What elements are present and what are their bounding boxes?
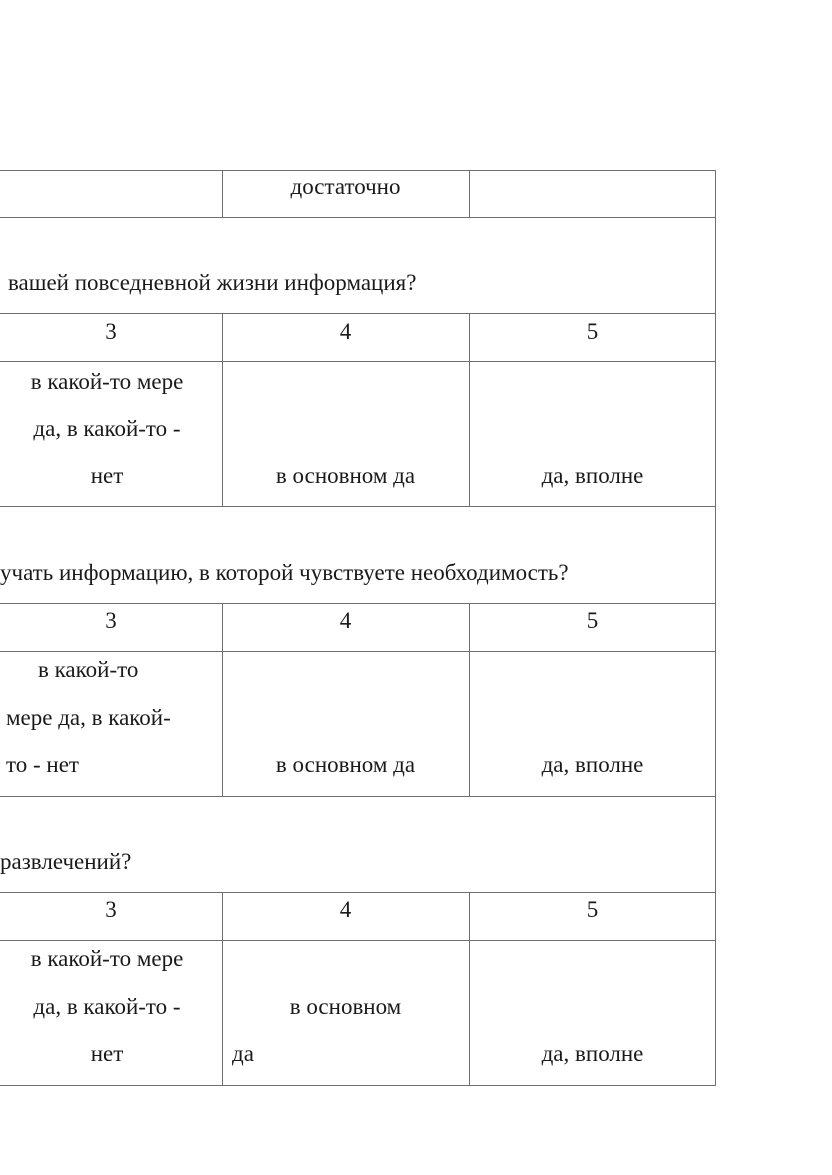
- answer-cell: да, вполне: [541, 1041, 644, 1066]
- answer-cell: в основном да: [275, 463, 416, 488]
- table-rule: [469, 170, 470, 218]
- scale-value: 5: [586, 897, 599, 922]
- answer-cell: да, вполне: [541, 463, 644, 488]
- question-text: вашей повседневной жизни информация?: [8, 270, 417, 295]
- answer-line: нет: [90, 463, 124, 488]
- scale-value: 4: [339, 897, 352, 922]
- scale-value: 3: [105, 608, 117, 633]
- table-cell: достаточно: [290, 174, 401, 199]
- answer-cell: да, вполне: [541, 752, 644, 777]
- table-rule: [0, 603, 716, 604]
- table-rule: [0, 361, 716, 362]
- table-rule: [0, 1085, 716, 1086]
- answer-line: то - нет: [6, 752, 79, 777]
- answer-line: нет: [90, 1041, 124, 1066]
- table-rule: [0, 892, 716, 893]
- table-rule: [0, 506, 716, 507]
- table-rule: [0, 940, 716, 941]
- table-rule: [0, 170, 716, 171]
- scale-value: 3: [105, 897, 117, 922]
- answer-line: да, в какой-то -: [33, 416, 181, 441]
- question-text: учать информацию, в которой чувствуете необходимость?: [0, 560, 569, 585]
- scale-value: 4: [339, 608, 352, 633]
- answer-line: мере да, в какой-: [6, 705, 171, 730]
- question-text: развлечений?: [0, 849, 132, 874]
- answer-line: в какой-то мере: [30, 946, 184, 971]
- answer-line: да, в какой-то -: [33, 994, 181, 1019]
- scale-value: 4: [339, 319, 352, 344]
- answer-line: в какой-то: [38, 657, 139, 682]
- scale-value: 5: [586, 608, 599, 633]
- answer-line: в какой-то мере: [30, 369, 184, 394]
- answer-line: да: [232, 1041, 254, 1066]
- answer-line: в основном: [289, 994, 402, 1019]
- table-rule: [0, 651, 716, 652]
- table-rule: [0, 313, 716, 314]
- answer-cell: в основном да: [275, 752, 416, 777]
- scale-value: 5: [586, 319, 599, 344]
- scale-value: 3: [105, 319, 117, 344]
- table-rule: [0, 796, 716, 797]
- table-rule: [0, 217, 716, 218]
